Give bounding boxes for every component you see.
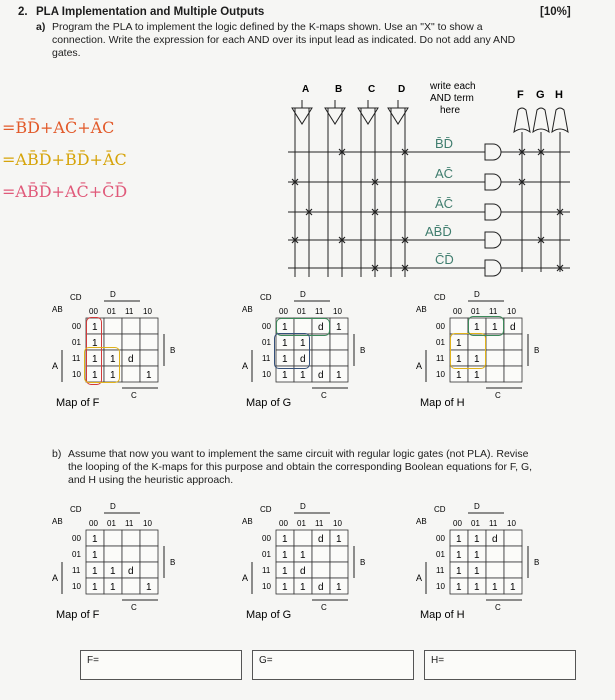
pla-output-h-label: H bbox=[555, 89, 563, 101]
kmap-col-header: 00 bbox=[453, 519, 462, 528]
answer-box-h[interactable] bbox=[424, 650, 576, 680]
pla-and-gates bbox=[485, 144, 501, 276]
kmap-row-header: 00 bbox=[72, 322, 81, 331]
kmap-row-header: 00 bbox=[72, 534, 81, 543]
part-a-label: a) bbox=[36, 21, 46, 33]
question-points: [10%] bbox=[540, 6, 571, 18]
pla-input-b-label: B bbox=[335, 84, 343, 95]
question-title: PLA Implementation and Multiple Outputs bbox=[36, 6, 265, 18]
kmap-cell-value: d bbox=[128, 566, 134, 577]
kmap-cell bbox=[486, 350, 504, 366]
kmap-col-header: 01 bbox=[471, 519, 480, 528]
kmap-row-header: 10 bbox=[436, 582, 445, 591]
kmap-row-header: 00 bbox=[436, 534, 445, 543]
answer-box-f[interactable] bbox=[80, 650, 242, 680]
kmap-cd-label: CD bbox=[260, 505, 272, 514]
kmap-row-header: 11 bbox=[436, 566, 445, 575]
kmap-cell-value: d bbox=[318, 322, 324, 333]
kmap-cell bbox=[312, 334, 330, 350]
kmap-d-label: D bbox=[300, 502, 306, 511]
kmap-ab-label: AB bbox=[242, 517, 253, 526]
kmap-col-header: 10 bbox=[333, 519, 342, 528]
kmap-b-label: B bbox=[170, 558, 176, 567]
part-b-kmap-1 bbox=[48, 500, 198, 630]
kmap-cell bbox=[122, 578, 140, 594]
kmap-col-header: 10 bbox=[507, 307, 516, 316]
kmap-cell-value: 1 bbox=[146, 370, 152, 381]
kmap-b-label: B bbox=[534, 558, 540, 567]
kmap-cell-value: 1 bbox=[456, 582, 462, 593]
loop-h-green bbox=[468, 316, 504, 336]
kmap-cell bbox=[122, 366, 140, 382]
kmap-cell-value: 1 bbox=[92, 370, 98, 381]
kmap-cell-value: 1 bbox=[456, 338, 462, 349]
kmap-caption: Map of G bbox=[246, 397, 292, 409]
kmap-b-label: B bbox=[360, 346, 366, 355]
kmap-cd-label: CD bbox=[260, 293, 272, 302]
kmap-cell bbox=[312, 350, 330, 366]
kmap-cell-value: 1 bbox=[110, 566, 116, 577]
part-b-line-3: and H using the heuristic approach. bbox=[68, 474, 234, 486]
kmap-col-header: 00 bbox=[89, 307, 98, 316]
kmap-col-header: 01 bbox=[107, 519, 116, 528]
kmap-cell-value: 1 bbox=[474, 370, 480, 381]
kmap-cell bbox=[504, 530, 522, 546]
kmap-cell bbox=[122, 334, 140, 350]
kmap-cell-value: 1 bbox=[474, 582, 480, 593]
pla-output-g-label: G bbox=[536, 89, 545, 101]
kmap-cell-value: 1 bbox=[492, 322, 498, 333]
kmap-cell-value: 1 bbox=[456, 550, 462, 561]
kmap-cell bbox=[104, 318, 122, 334]
kmap-row-header: 11 bbox=[436, 354, 445, 363]
kmap-cell-value: 1 bbox=[300, 338, 306, 349]
kmap-a-label: A bbox=[416, 361, 423, 371]
kmap-c-label: C bbox=[131, 603, 137, 612]
answer-label-f: F= bbox=[87, 655, 99, 666]
kmap-cell bbox=[140, 530, 158, 546]
kmap-cell-value: 1 bbox=[492, 582, 498, 593]
kmap-cd-label: CD bbox=[434, 293, 446, 302]
kmap-cell-value: 1 bbox=[282, 550, 288, 561]
kmap-cell-value: 1 bbox=[456, 534, 462, 545]
kmap-row-header: 00 bbox=[436, 322, 445, 331]
kmap-cell bbox=[504, 546, 522, 562]
kmap-row-header: 10 bbox=[262, 582, 271, 591]
kmap-cell-value: 1 bbox=[146, 582, 152, 593]
kmap-cell-value: 1 bbox=[336, 370, 342, 381]
kmap-col-header: 10 bbox=[143, 519, 152, 528]
part-b-kmap-3 bbox=[412, 500, 562, 630]
kmap-cell-value: 1 bbox=[92, 322, 98, 333]
kmap-cell-value: 1 bbox=[92, 582, 98, 593]
part-b-label: b) bbox=[52, 448, 62, 460]
kmap-cell-value: 1 bbox=[336, 582, 342, 593]
kmap-d-label: D bbox=[110, 290, 116, 299]
handwritten-equation-h: =AB̄D̄+AC̄+C̄D̄ bbox=[2, 182, 128, 201]
pla-note-line-3: here bbox=[440, 105, 461, 116]
kmap-cell-value: 1 bbox=[474, 354, 480, 365]
kmap-cell bbox=[140, 318, 158, 334]
kmap-cell bbox=[122, 318, 140, 334]
part-b-line-1: Assume that now you want to implement the same circuit with regular logic gates (not PLA). Revise bbox=[68, 448, 529, 460]
part-a-line-1: Program the PLA to implement the logic defined by the K-maps shown. Use an "X" to show a bbox=[52, 21, 483, 33]
kmap-cell bbox=[486, 546, 504, 562]
kmap-cell bbox=[504, 334, 522, 350]
kmap-cell-value: 1 bbox=[474, 566, 480, 577]
kmap-cell-value: 1 bbox=[110, 354, 116, 365]
kmap-caption: Map of H bbox=[420, 609, 465, 621]
kmap-cell bbox=[330, 562, 348, 578]
kmap-cell-value: d bbox=[318, 534, 324, 545]
kmap-row-header: 10 bbox=[436, 370, 445, 379]
kmap-col-header: 11 bbox=[125, 519, 134, 528]
kmap-d-label: D bbox=[110, 502, 116, 511]
kmap-a-label: A bbox=[52, 573, 59, 583]
kmap-cell bbox=[504, 366, 522, 382]
kmap-a-label: A bbox=[242, 573, 249, 583]
kmap-ab-label: AB bbox=[416, 305, 427, 314]
answer-label-g: G= bbox=[259, 655, 273, 666]
and-term-3: ĀC̄ bbox=[435, 196, 454, 211]
answer-label-h: H= bbox=[431, 655, 445, 666]
kmap-row-header: 11 bbox=[72, 566, 81, 575]
kmap-c-label: C bbox=[321, 603, 327, 612]
kmap-c-label: C bbox=[131, 391, 137, 400]
kmap-cell bbox=[140, 350, 158, 366]
kmap-col-header: 11 bbox=[489, 519, 498, 528]
kmap-row-header: 01 bbox=[262, 338, 271, 347]
kmap-cell-value: 1 bbox=[300, 582, 306, 593]
kmap-col-header: 01 bbox=[297, 519, 306, 528]
kmap-cell bbox=[504, 350, 522, 366]
pla-diagram bbox=[280, 72, 610, 287]
kmap-d-label: D bbox=[474, 502, 480, 511]
kmap-cell bbox=[140, 334, 158, 350]
kmap-a-label: A bbox=[242, 361, 249, 371]
pla-input-c-label: C bbox=[368, 84, 376, 95]
kmap-cd-label: CD bbox=[70, 505, 82, 514]
pla-or-gates bbox=[514, 108, 568, 132]
kmap-cell bbox=[122, 530, 140, 546]
pla-output-f-label: F bbox=[517, 89, 524, 101]
kmap-row-header: 00 bbox=[262, 534, 271, 543]
kmap-a-label: A bbox=[52, 361, 59, 371]
kmap-caption: Map of H bbox=[420, 397, 465, 409]
part-b-text bbox=[68, 448, 603, 487]
kmap-cell-value: 1 bbox=[110, 582, 116, 593]
pla-input-d-label: D bbox=[398, 84, 406, 95]
kmap-cell-value: d bbox=[300, 354, 306, 365]
and-term-4: AB̄D̄ bbox=[425, 224, 452, 239]
kmap-col-header: 11 bbox=[489, 307, 498, 316]
kmap-cell-value: 1 bbox=[282, 322, 288, 333]
kmap-col-header: 10 bbox=[507, 519, 516, 528]
kmap-col-header: 00 bbox=[279, 307, 288, 316]
kmap-cd-label: CD bbox=[70, 293, 82, 302]
kmap-cell-value: d bbox=[128, 354, 134, 365]
part-b-kmap-2 bbox=[238, 500, 388, 630]
kmap-cell-value: d bbox=[510, 322, 516, 333]
kmap-cell-value: 1 bbox=[474, 534, 480, 545]
kmap-d-label: D bbox=[300, 290, 306, 299]
kmap-cell bbox=[486, 562, 504, 578]
pla-note-line-2: AND term bbox=[430, 93, 474, 104]
kmap-cell-value: 1 bbox=[474, 322, 480, 333]
pla-note-line-1: write each bbox=[430, 81, 476, 92]
kmap-row-header: 10 bbox=[72, 582, 81, 591]
kmap-cell-value: 1 bbox=[92, 550, 98, 561]
kmap-cell bbox=[450, 318, 468, 334]
kmap-col-header: 00 bbox=[89, 519, 98, 528]
kmap-col-header: 10 bbox=[333, 307, 342, 316]
kmap-c-label: C bbox=[495, 391, 501, 400]
kmap-cd-label: CD bbox=[434, 505, 446, 514]
kmap-cell-value: 1 bbox=[300, 550, 306, 561]
and-term-2: AC̄ bbox=[435, 166, 454, 181]
kmap-b-label: B bbox=[360, 558, 366, 567]
kmap-cell bbox=[312, 562, 330, 578]
kmap-a-label: A bbox=[416, 573, 423, 583]
kmap-cell-value: 1 bbox=[474, 550, 480, 561]
part-a-kmap-1 bbox=[48, 288, 198, 418]
kmap-b-label: B bbox=[534, 346, 540, 355]
kmap-cell bbox=[140, 562, 158, 578]
kmap-cell bbox=[330, 350, 348, 366]
loop-h-yellow bbox=[450, 333, 486, 369]
kmap-cell bbox=[122, 546, 140, 562]
kmap-caption: Map of G bbox=[246, 609, 292, 621]
kmap-cell-value: 1 bbox=[282, 566, 288, 577]
kmap-row-header: 10 bbox=[72, 370, 81, 379]
answer-box-g[interactable] bbox=[252, 650, 414, 680]
kmap-b-label: B bbox=[170, 346, 176, 355]
part-a-line-2: connection. Write the expression for each AND over its input lead as indicated. Do not add any AND bbox=[52, 34, 516, 46]
kmap-cell bbox=[104, 530, 122, 546]
kmap-col-header: 11 bbox=[315, 519, 324, 528]
kmap-cell-value: 1 bbox=[282, 354, 288, 365]
kmap-cell bbox=[104, 546, 122, 562]
pla-input-a-label: A bbox=[302, 84, 310, 95]
kmap-row-header: 01 bbox=[436, 550, 445, 559]
kmap-cell-value: 1 bbox=[300, 370, 306, 381]
kmap-ab-label: AB bbox=[52, 517, 63, 526]
kmap-ab-label: AB bbox=[52, 305, 63, 314]
kmap-cell-value: d bbox=[318, 370, 324, 381]
pla-product-lines bbox=[288, 152, 485, 268]
kmap-col-header: 10 bbox=[143, 307, 152, 316]
kmap-c-label: C bbox=[321, 391, 327, 400]
kmap-row-header: 11 bbox=[262, 354, 271, 363]
kmap-cell-value: d bbox=[300, 566, 306, 577]
loop-f-yellow bbox=[84, 347, 120, 383]
kmap-c-label: C bbox=[495, 603, 501, 612]
kmap-caption: Map of F bbox=[56, 609, 100, 621]
kmap-col-header: 00 bbox=[279, 519, 288, 528]
kmap-cell-value: 1 bbox=[282, 534, 288, 545]
kmap-col-header: 00 bbox=[453, 307, 462, 316]
kmap-d-label: D bbox=[474, 290, 480, 299]
kmap-caption: Map of F bbox=[56, 397, 100, 409]
kmap-cell bbox=[294, 530, 312, 546]
kmap-cell-value: 1 bbox=[336, 322, 342, 333]
kmap-cell-value: 1 bbox=[110, 370, 116, 381]
kmap-cell-value: d bbox=[492, 534, 498, 545]
kmap-cell bbox=[330, 334, 348, 350]
kmap-cell-value: 1 bbox=[336, 534, 342, 545]
part-a-text bbox=[52, 21, 602, 60]
kmap-row-header: 01 bbox=[262, 550, 271, 559]
handwritten-equation-f: =B̄D̄+AC̄+ĀC bbox=[2, 118, 115, 137]
kmap-cell-value: 1 bbox=[282, 338, 288, 349]
and-term-5: C̄D̄ bbox=[435, 252, 454, 267]
kmap-cell-value: d bbox=[318, 582, 324, 593]
kmap-col-header: 01 bbox=[471, 307, 480, 316]
kmap-cell-value: 1 bbox=[92, 566, 98, 577]
kmap-cell-value: 1 bbox=[510, 582, 516, 593]
and-term-1: B̄D̄ bbox=[435, 136, 454, 151]
kmap-row-header: 01 bbox=[72, 338, 81, 347]
kmap-row-header: 11 bbox=[262, 566, 271, 575]
handwritten-equation-g: =AB̄D̄+B̄D̄+ĀC bbox=[2, 150, 127, 169]
kmap-row-header: 00 bbox=[262, 322, 271, 331]
pla-or-plane bbox=[501, 132, 570, 272]
part-a-kmap-3 bbox=[412, 288, 562, 418]
part-a-kmap-2 bbox=[238, 288, 388, 418]
part-b-line-2: the looping of the K-maps for this purpose and obtain the corresponding Boolean equations for F, G, bbox=[68, 461, 533, 473]
kmap-col-header: 11 bbox=[125, 307, 134, 316]
kmap-ab-label: AB bbox=[242, 305, 253, 314]
kmap-row-header: 01 bbox=[436, 338, 445, 347]
kmap-cell-value: 1 bbox=[456, 354, 462, 365]
kmap-cell-value: 1 bbox=[456, 566, 462, 577]
kmap-cell-value: 1 bbox=[282, 370, 288, 381]
kmap-cell-value: 1 bbox=[92, 354, 98, 365]
kmap-cell-value: 1 bbox=[92, 338, 98, 349]
kmap-row-header: 11 bbox=[72, 354, 81, 363]
kmap-cell-value: 1 bbox=[456, 370, 462, 381]
kmap-cell bbox=[486, 366, 504, 382]
kmap-cell bbox=[504, 562, 522, 578]
kmap-cell bbox=[486, 334, 504, 350]
question-number: 2. bbox=[18, 6, 28, 18]
kmap-ab-label: AB bbox=[416, 517, 427, 526]
kmap-cell bbox=[330, 546, 348, 562]
kmap-col-header: 01 bbox=[107, 307, 116, 316]
kmap-col-header: 01 bbox=[297, 307, 306, 316]
kmap-row-header: 10 bbox=[262, 370, 271, 379]
kmap-cell-value: 1 bbox=[282, 582, 288, 593]
kmap-col-header: 11 bbox=[315, 307, 324, 316]
pla-input-buffers bbox=[292, 100, 408, 130]
kmap-cell-value: 1 bbox=[92, 534, 98, 545]
kmap-cell bbox=[312, 546, 330, 562]
kmap-cell bbox=[140, 546, 158, 562]
kmap-row-header: 01 bbox=[72, 550, 81, 559]
loop-g-blue bbox=[274, 333, 310, 369]
part-a-line-3: gates. bbox=[52, 47, 81, 59]
